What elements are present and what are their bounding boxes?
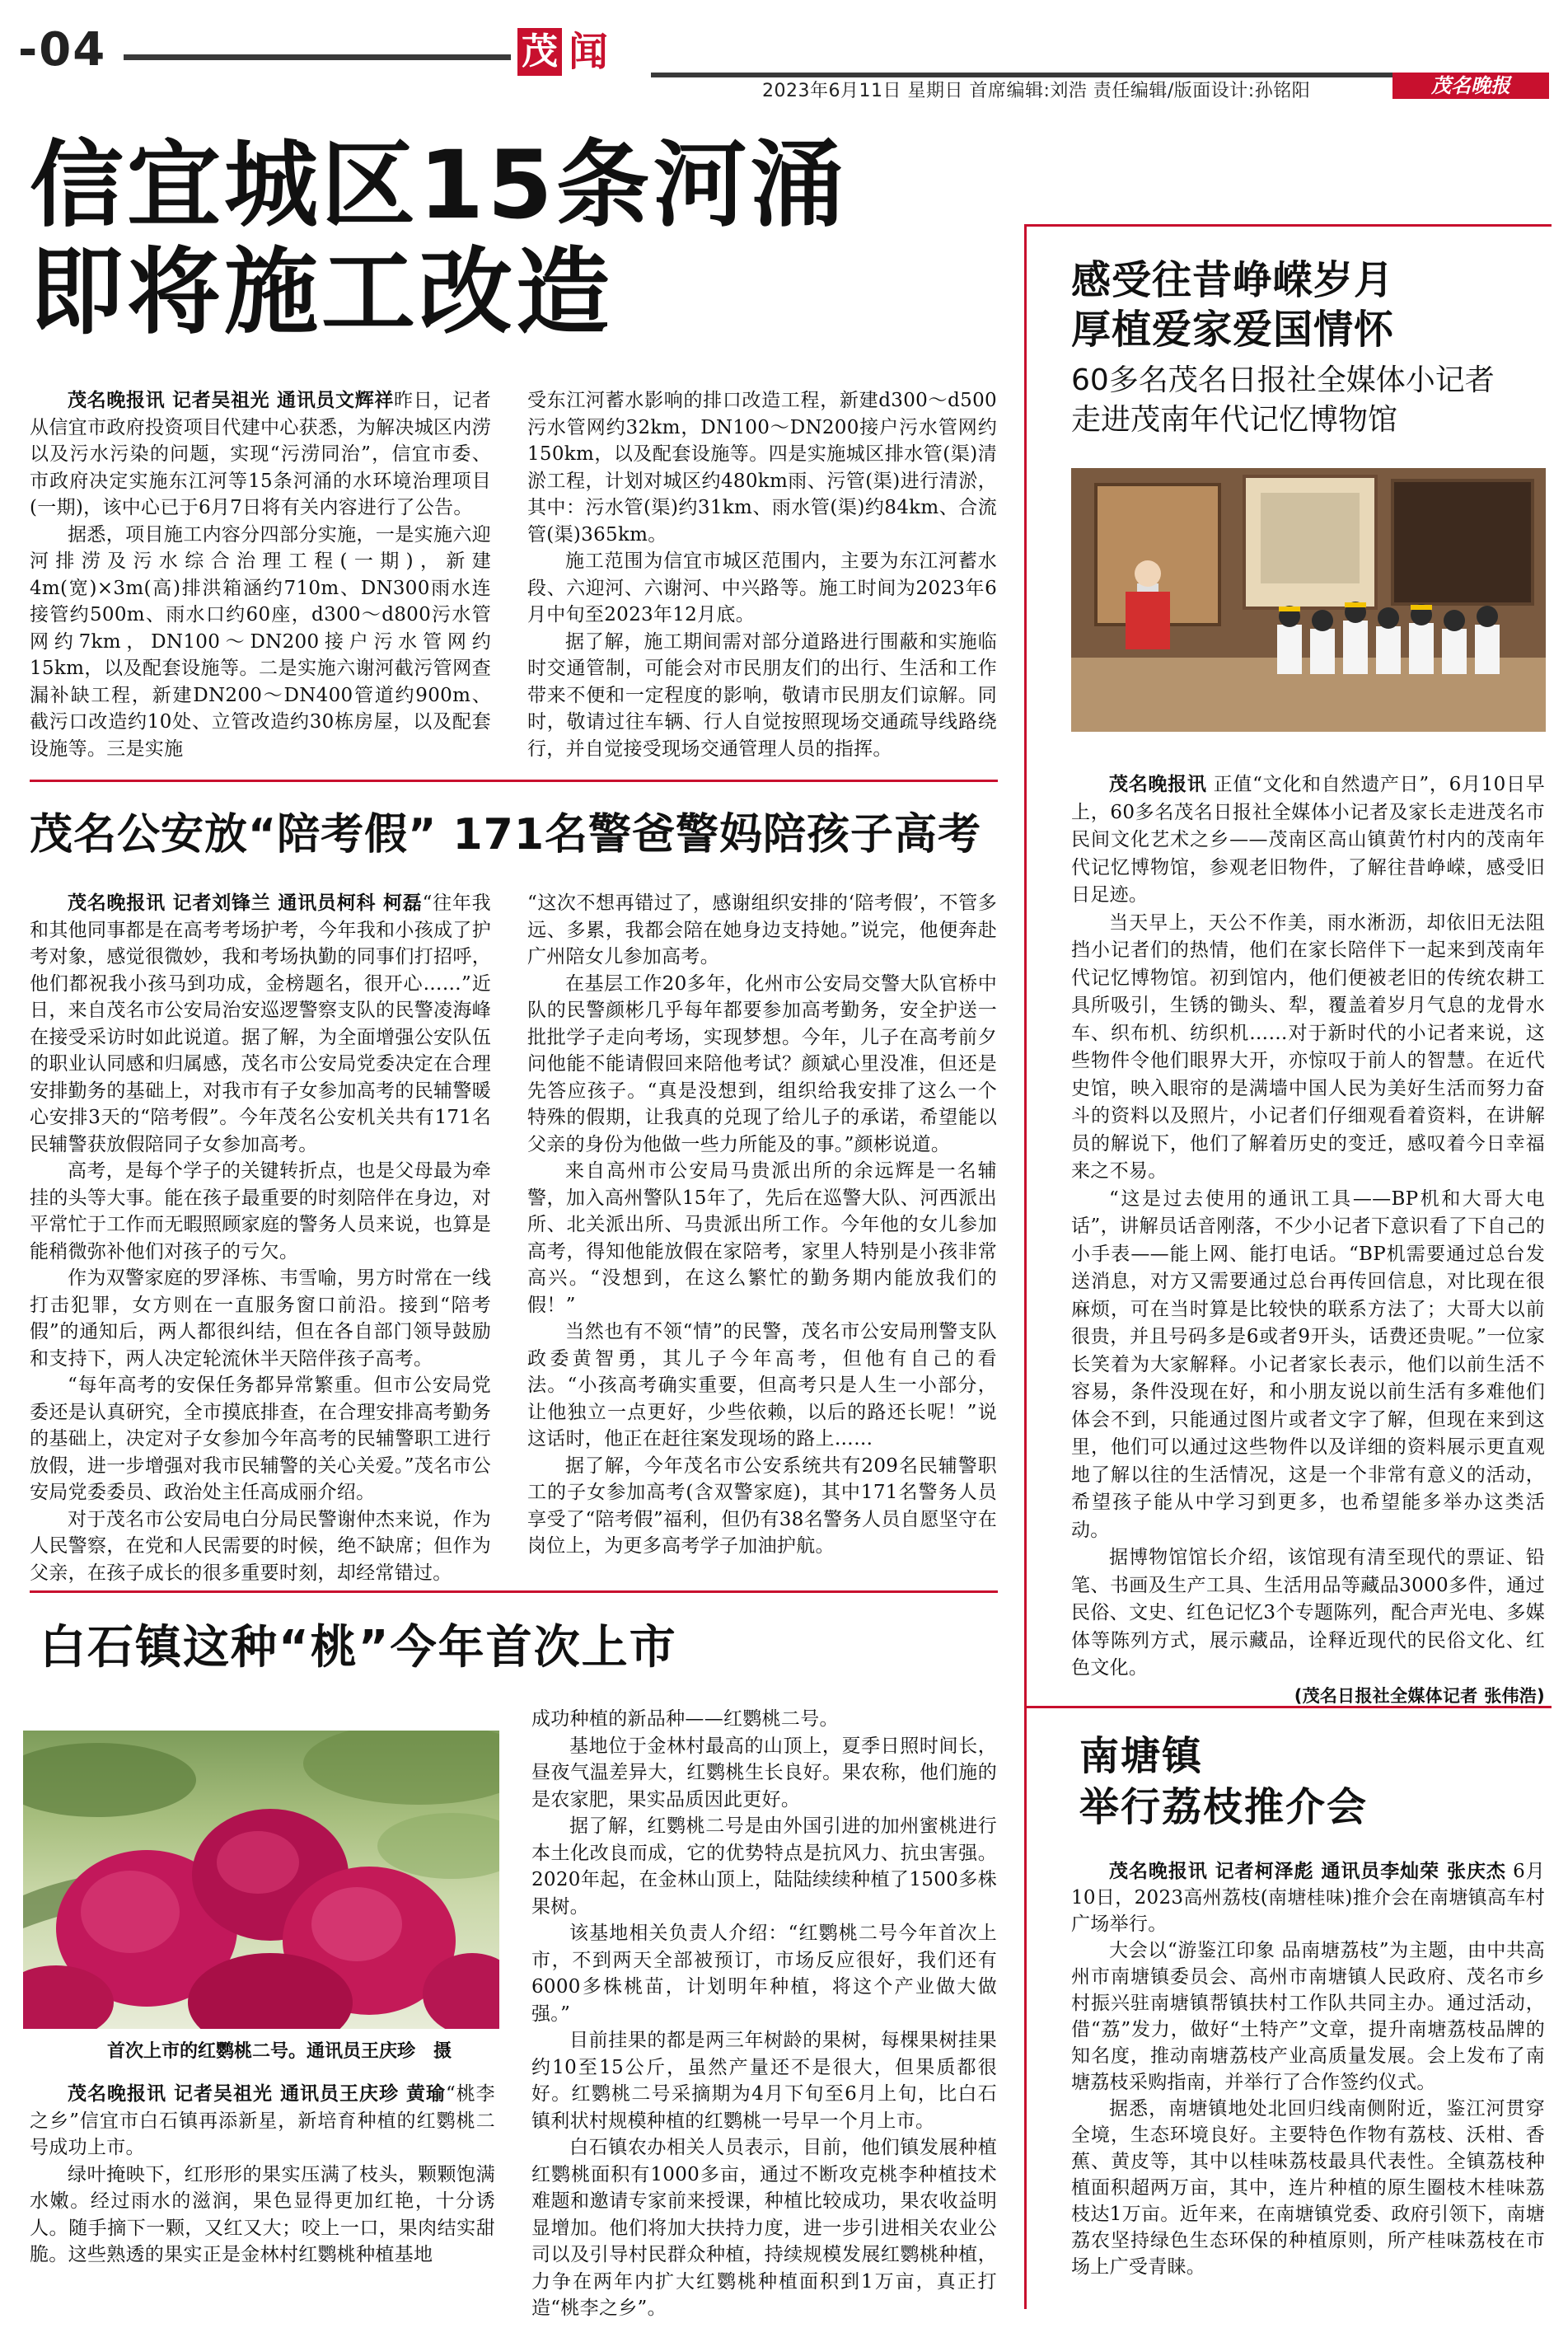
article5-byline: 茂名晚报讯 记者柯泽彪 通讯员李灿荣 张庆杰: [1109, 1860, 1506, 1882]
article4-paragraph: “这是过去使用的通讯工具——BP机和大哥大电话”，讲解员话音刚落，不少小记者下意识看了下自己的小手表——能上网、能打电话。“BP机需要通过总台发送消息，对方又需要通过总台再传回信息，对比现在很麻烦，可在当时算是比较快的联系方法了；大哥大以前很贵，并且号码多是6或者9开头，话费还贵呢。”一位家长笑着为大家解释。小记者家长表示，他们以前生活不容易，条件没现在好，和小朋友说以前生活有多难他们体会不到，只能通过图片或者文字了解，但现在来到这里，他们可以通过这些物件以及详细的资料展示更直观地了解以往的生活情况，这是一个非常有意义的活动，希望孩子能从中学习到更多，也希望能多举办这类活动。: [1071, 1187, 1545, 1541]
article2-col2: [527, 890, 997, 1560]
article3-paragraph: 据了解，红鹦桃二号是由外国引进的加州蜜桃进行本土化改良而成，它的优势特点是抗风力、抗虫害强。2020年起，在金林山顶上，陆陆续续种植了1500多株果树。: [531, 1815, 997, 1918]
article3-col1: [30, 2081, 495, 2269]
article4-lead: [1071, 771, 1545, 910]
article4-title-line2: 厚植爱家爱国情怀: [1071, 307, 1395, 353]
article1-byline: 茂名晚报讯 记者吴祖光 通讯员文辉祥: [68, 389, 395, 411]
divider-2: [30, 1590, 998, 1593]
peach-illustration: [23, 1731, 499, 2029]
article1-title-line2: 即将施工改造: [30, 237, 614, 347]
article2-paragraph: 据了解，今年茂名市公安系统共有209名民辅警职工的子女参加高考(含双警家庭)，其中171名警务人员享受了“陪考假”福利，但仍有38名警务人员自愿坚守在岗位上，为更多高考学子加油护航。: [527, 1454, 997, 1557]
article2-paragraph: 对于茂名市公安局电白分局民警谢仲杰来说，作为人民警察，在党和人民需要的时候，绝不缺席；但作为父亲，在孩子成长的很多重要时刻，却经常错过。: [30, 1508, 491, 1584]
article2-paragraph: 在基层工作20多年，化州市公安局交警大队官桥中队的民警颜彬几乎每年都要参加高考勤务，安全护送一批批学子走向考场，实现梦想。今年，儿子在高考前夕问他能不能请假回来陪他考试？颜斌心里没准，但还是先答应孩子。“真是没想到，组织给我安排了这么一个特殊的假期，让我真的兑现了给儿子的承诺，希望能以父亲的身份为他做一些力所能及的事。”颜彬说道。: [527, 972, 997, 1155]
article4-subtitle-line1: 60多名茂名日报社全媒体小记者: [1071, 363, 1495, 397]
article2-paragraph: “这次不想再错过了，感谢组织安排的‘陪考假’，不管多远、多累，我都会陪在她身边支持她。”说完，他便奔赴广州陪女儿参加高考。: [527, 892, 997, 967]
article3-paragraph: 该基地相关负责人介绍：“红鹦桃二号今年首次上市，不到两天全部被预订，市场反应很好，我们还有6000多株桃苗，计划明年种植，将这个产业做大做强。”: [531, 1923, 997, 2025]
article1-paragraph: 据了解，施工期间需对部分道路进行围蔽和实施临时交通管制，可能会对市民朋友们的出行、生活和工作带来不便和一定程度的影响，敬请市民朋友们谅解。同时，敬请过往车辆、行人自觉按照现场交通疏导线路绕行，并自觉接受现场交通管理人员的指挥。: [527, 630, 997, 760]
section-char-mao: 茂: [517, 28, 562, 76]
divider-1: [30, 780, 998, 782]
article5-body: [1071, 1858, 1545, 2280]
sidebar-divider: [1024, 1706, 1552, 1708]
article3-paragraph: 基地位于金林村最高的山顶上，夏季日照时间长，昼夜气温差异大，红鹦桃生长良好。果农称，他们施的是农家肥，果实品质因此更好。: [531, 1735, 997, 1810]
peach-photo: [23, 1731, 499, 2029]
article2-title: 茂名公安放“陪考假” 171名警爸警妈陪孩子高考: [30, 810, 982, 860]
article2-paragraph: 来自高州市公安局马贵派出所的余远辉是一名辅警，加入高州警队15年了，先后在巡警大队、河西派出所、北关派出所、马贵派出所工作。今年他的女儿参加高考，得知他能放假在家陪考，家里人特别是小孩非常高兴。“没想到，在这么繁忙的勤务期内能放我们的假！”: [527, 1160, 997, 1316]
masthead-info: 2023年6月11日 星期日 首席编辑:刘浩 责任编辑/版面设计:孙铭阳: [762, 81, 1311, 101]
article5-lead-text: 6月10日，2023高州荔枝(南塘桂味)推介会在南塘镇高车村广场举行。: [1071, 1861, 1546, 1935]
article3-paragraph: 绿叶掩映下，红形形的果实压满了枝头，颗颗饱满水嫩。经过雨水的滋润，果色显得更加红艳，十分诱人。随手摘下一颗，又红又大；咬上一口，果肉结实甜脆。这些熟透的果实正是金林村红鹦桃种植基地: [30, 2163, 495, 2265]
article4-byline: 茂名晚报讯: [1109, 773, 1207, 795]
article3-col2: [531, 1706, 997, 2322]
article1-lead: [30, 387, 491, 522]
article3-byline: 茂名晚报讯 记者吴祖光 通讯员王庆珍 黄瑜: [68, 2082, 446, 2105]
article4-paragraph: 当天早上，天公不作美，雨水淅沥，却依旧无法阻挡小记者们的热情，他们在家长陪伴下一起来到茂南年代记忆博物馆。初到馆内，他们便被老旧的传统农耕工具所吸引，生锈的锄头、犁，覆盖着岁月气息的龙骨水车、织布机、纺织机……对于新时代的小记者来说，这些物件令他们眼界大开，亦惊叹于前人的智慧。在近代史馆，映入眼帘的是满墙中国人民为美好生活而努力奋斗的资料以及照片，小记者们仔细观看着资料，在讲解员的解说下，他们了解着历史的变迁，感叹着今日幸福来之不易。: [1071, 911, 1545, 1182]
article1-col2: [527, 387, 997, 762]
article2-byline: 茂名晚报讯 记者刘锋兰 通讯员柯科 柯磊: [68, 892, 423, 914]
sidebar-vertical-rule: [1024, 224, 1027, 2309]
page-number: -04: [18, 23, 107, 77]
brand-logo: 茂名晚报: [1392, 73, 1549, 99]
article4-signature: (茂名日报社全媒体记者 张伟浩): [1294, 1685, 1545, 1706]
article2-lead: [30, 890, 491, 1158]
photo-caption: 首次上市的红鹦桃二号。通讯员王庆珍 摄: [107, 2041, 452, 2062]
sidebar-top-rule: [1024, 224, 1552, 227]
article5-lead: [1071, 1858, 1545, 1937]
article5-title-line2: 举行荔枝推介会: [1079, 1784, 1369, 1830]
article4-subtitle-line2: 走进茂南年代记忆博物馆: [1071, 403, 1398, 437]
article4-paragraph: 据博物馆馆长介绍，该馆现有清至现代的票证、铅笔、书画及生产工具、生活用品等藏品3000多件，通过民俗、文史、红色记忆3个专题陈列，配合声光电、多媒体等陈列方式，展示藏品，诠释近现代的民俗文化、红色文化。: [1071, 1547, 1545, 1679]
article1-paragraph: 施工范围为信宜市城区范围内，主要为东江河蓄水段、六迎河、六谢河、中兴路等。施工时间为2023年6月中旬至2023年12月底。: [527, 550, 997, 625]
article5-paragraph: 据悉，南塘镇地处北回归线南侧附近，鉴江河贯穿全境，生态环境良好。主要特色作物有荔枝、沃柑、香蕉、黄皮等，其中以桂味荔枝最具代表性。全镇荔枝种植面积超两万亩，其中，连片种植的原生圈枝木桂味荔枝达1万亩。近年来，在南塘镇党委、政府引领下，南塘荔农坚持绿色生态环保的种植原则，所产桂味荔枝在市场上广受青睐。: [1071, 2098, 1545, 2278]
article1-paragraph: 受东江河蓄水影响的排口改造工程，新建d300～d500污水管网约32km，DN100～DN200接户污水管网约150km，以及配套设施等。四是实施城区排水管(渠)清淤工程，计划对城区约480km雨、污管(渠)进行清淤，其中：污水管(渠)约31km、雨水管(渠)约84km、合流管(渠)365km。: [527, 390, 997, 546]
article4-title-line1: 感受往昔峥嵘岁月: [1071, 257, 1395, 303]
article2-paragraph: 当然也有不领“情”的民警，茂名市公安局刑警支队政委黄智勇，其儿子今年高考，但他有自己的看法。“小孩高考确实重要，但高考只是人生一小部分，让他独立一点更好，少些依赖，以后的路还长呢！”说这话时，他正在赶往案发现场的路上……: [527, 1321, 997, 1450]
article1-col1: [30, 387, 491, 762]
article5-title-line1: 南塘镇: [1079, 1733, 1204, 1779]
article2-col1: [30, 890, 491, 1586]
article5-paragraph: 大会以“游鉴江印象 品南塘荔枝”为主题，由中共高州市南塘镇委员会、高州市南塘镇人民政府、茂名市乡村振兴驻南塘镇帮镇扶村工作队共同主办。通过活动，借“荔”发力，做好“土特产”文章，提升南塘荔枝品牌的知名度，推动南塘荔枝产业高质量发展。会上发布了南塘荔枝采购指南，并举行了合作签约仪式。: [1071, 1940, 1545, 2093]
article4-body: [1071, 771, 1545, 1710]
article1-title-line1: 信宜城区15条河涌: [30, 130, 848, 240]
article1-lead-text: 昨日，记者从信宜市政府投资项目代建中心获悉，为解决城区内涝以及污水污染的问题，实现“污涝同治”，信宜市委、市政府决定实施东江河等15条河涌的水环境治理项目(一期)，该中心已于6月7日将有关内容进行了公告。: [30, 390, 491, 518]
section-badge: [517, 25, 633, 82]
article2-paragraph: 作为双警家庭的罗泽栋、韦雪喻，男方时常在一线打击犯罪，女方则在一直服务窗口前沿。接到“陪考假”的通知后，两人都很纠结，但在各自部门领导鼓励和支持下，两人决定轮流休半天陪伴孩子高考。: [30, 1267, 491, 1370]
article4-lead-text: 正值“文化和自然遗产日”，6月10日早上，60多名茂名日报社全媒体小记者及家长走进茂名市民间文化艺术之乡——茂南区高山镇黄竹村内的茂南年代记忆博物馆，参观老旧物件，了解往昔峥嵘，感受旧日足迹。: [1071, 774, 1545, 906]
museum-photo: [1071, 468, 1546, 732]
article3-lead-text: “桃李之乡”信宜市白石镇再添新星，新培育种植的红鹦桃二号成功上市。: [30, 2083, 495, 2158]
article1-paragraph: 据悉，项目施工内容分四部分实施，一是实施六迎河排涝及污水综合治理工程(一期)，新建4m(宽)×3m(高)排洪箱涵约710m、DN300雨水连接管约500m、雨水口约60座，d300～d800污水管网约7km，DN100～DN200接户污水管网约15km，以及配套设施等。二是实施六谢河截污管网查漏补缺工程，新建DN200～DN400管道约900m、截污口改造约10处、立管改造约30栋房屋，以及配套设施等。三是实施: [30, 523, 491, 760]
masthead-rule-left: [124, 54, 511, 60]
section-char-wen: 闻: [569, 29, 609, 75]
article3-title: 白石镇这种“桃”今年首次上市: [40, 1621, 677, 1675]
article3-paragraph: 目前挂果的都是两三年树龄的果树，每棵果树挂果约10至15公斤，虽然产量还不是很大，但果质都很好。红鹦桃二号采摘期为4月下旬至6月上旬，比白石镇利状村规模种植的红鹦桃一号早一个月上市。: [531, 2030, 997, 2132]
museum-illustration: [1071, 468, 1546, 732]
article2-paragraph: 高考，是每个学子的关键转折点，也是父母最为牵挂的头等大事。能在孩子最重要的时刻陪伴在身边，对平常忙于工作而无暇照顾家庭的警务人员来说，也算是能稍微弥补他们对孩子的亏欠。: [30, 1160, 491, 1262]
article3-lead: [30, 2081, 495, 2162]
article2-paragraph: “每年高考的安保任务都异常繁重。但市公安局党委还是认真研究，全市摸底排查，在合理安排高考勤务的基础上，决定对子女参加今年高考的民辅警职工进行放假，进一步增强对我市民辅警的关心关爱。”茂名市公安局党委委员、政治处主任高成丽介绍。: [30, 1375, 491, 1503]
article3-paragraph: 白石镇农办相关人员表示，目前，他们镇发展种植红鹦桃面积有1000多亩，通过不断攻克桃李种植技术难题和邀请专家前来授课，种植比较成功，果农收益明显增加。他们将加大扶持力度，进一步引进相关农业公司以及引导村民群众种植，持续规模发展红鹦桃种植，力争在两年内扩大红鹦桃种植面积到1万亩，真正打造“桃李之乡”。: [531, 2137, 997, 2319]
article2-lead-text: “往年我和其他同事都是在高考考场护考，今年我和小孩成了护考对象，感觉很微妙，我和考场执勤的同事们打招呼，他们都祝我小孩马到功成，金榜题名，很开心……”近日，来自茂名市公安局治安巡逻警察支队的民警凌海峰在接受采访时如此说道。据了解，为全面增强公安队伍的职业认同感和归属感，茂名市公安局党委决定在合理安排勤务的基础上，对我市有子女参加高考的民辅警暖心安排3天的“陪考假”。今年茂名公安机关共有171名民辅警获放假陪同子女参加高考。: [30, 892, 491, 1155]
article3-paragraph: 成功种植的新品种——红鹦桃二号。: [531, 1708, 839, 1730]
